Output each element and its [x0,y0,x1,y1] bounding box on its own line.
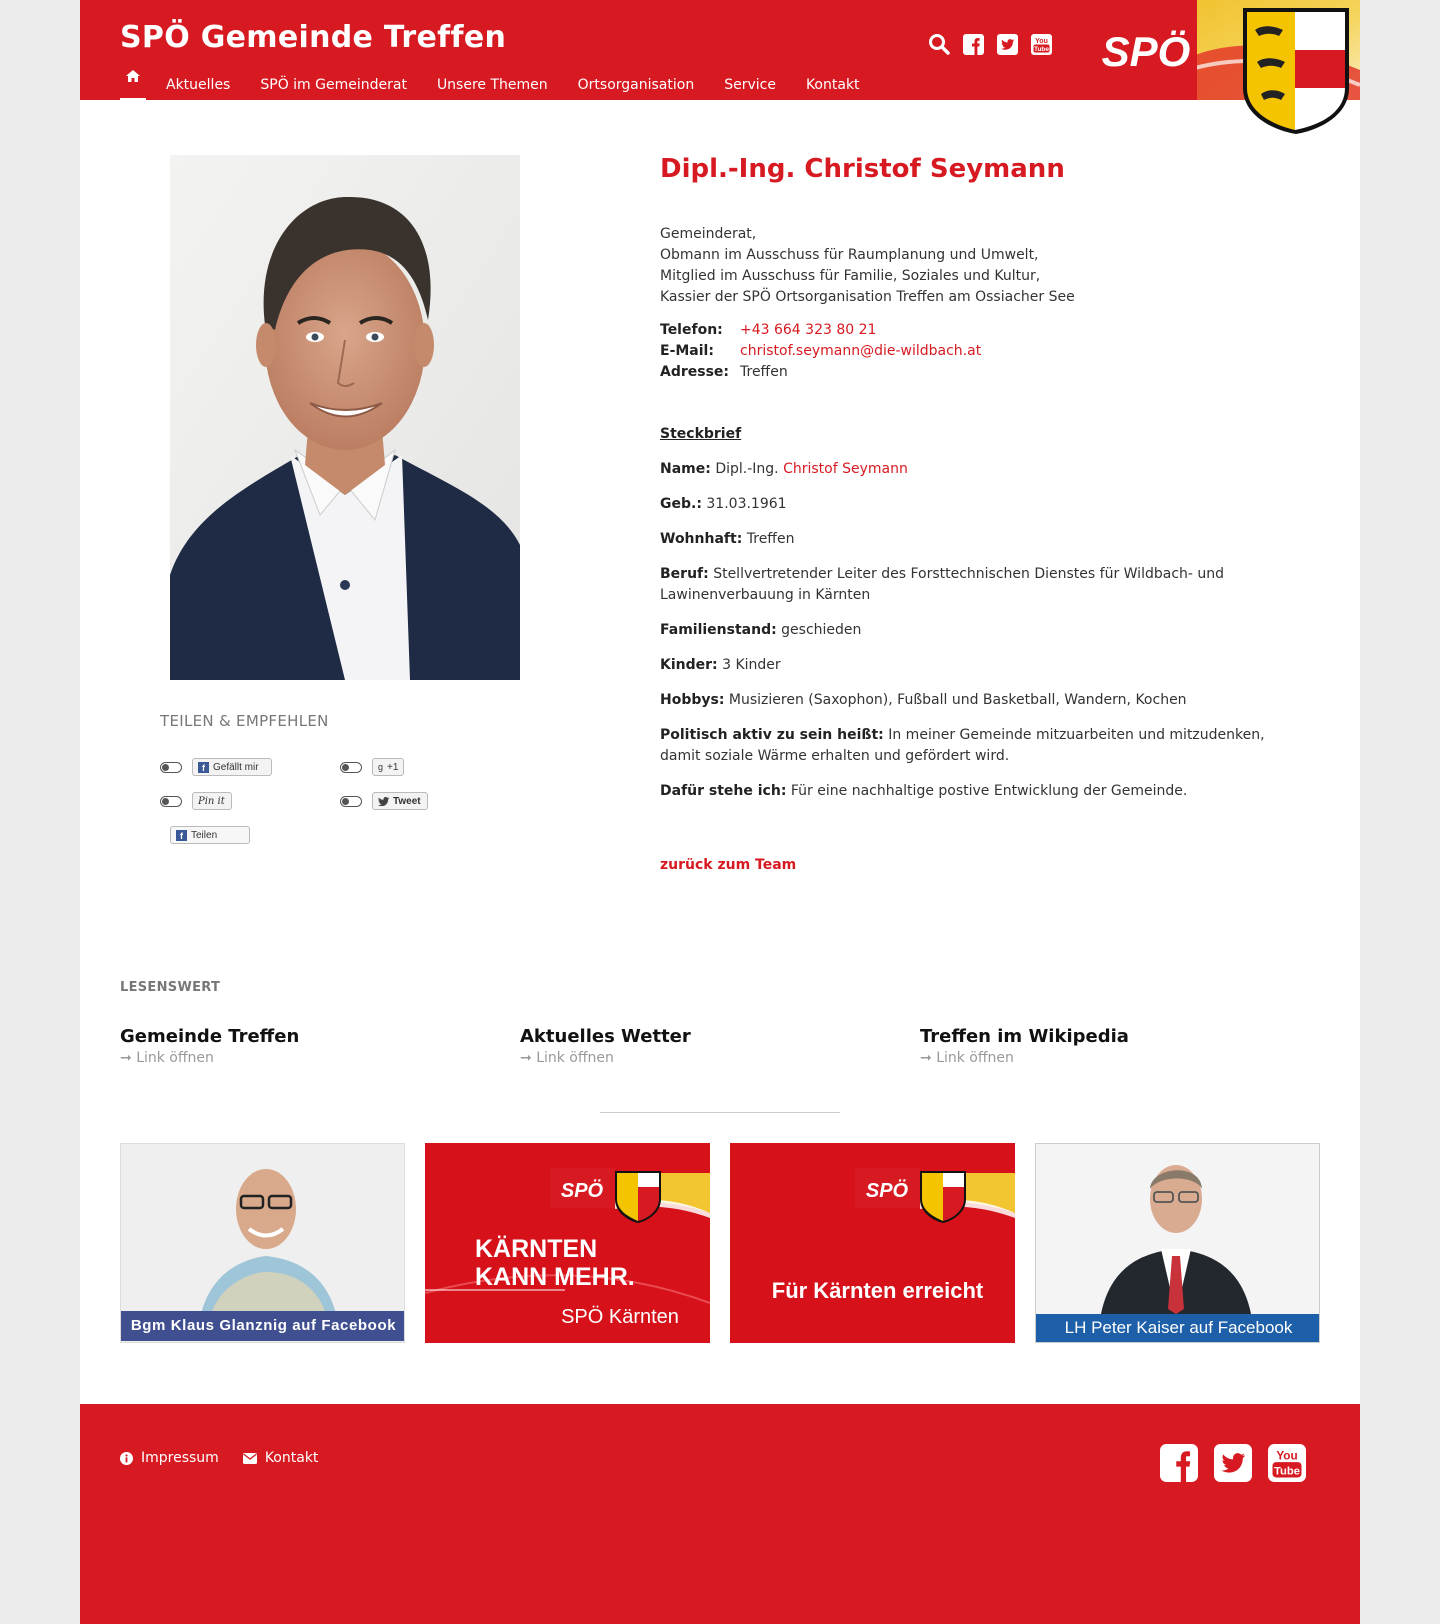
info-icon [120,1452,133,1465]
envelope-icon [243,1453,257,1464]
banner-kaernten-kann-mehr[interactable] [425,1143,710,1343]
page [80,0,1360,1624]
lesenswert-item-link[interactable]: ➞ Link öffnen [520,1050,614,1066]
lesenswert-title: LESENSWERT [120,980,221,995]
steckbrief-geb: Geb.: 31.03.1961 [660,496,787,512]
address-value: Treffen [740,364,788,380]
svg-text:SPÖ: SPÖ [560,1180,604,1202]
svg-text:You: You [1034,37,1048,45]
steckbrief-hobbys: Hobbys: Musizieren (Saxophon), Fußball und Basketball, Wandern, Kochen [660,692,1187,708]
site-footer [80,1404,1360,1624]
nav-gemeinderat[interactable]: SPÖ im Gemeinderat [260,77,407,93]
lesenswert-item-title[interactable]: Treffen im Wikipedia [920,1026,1129,1047]
steckbrief-dafuer: Dafür stehe ich: Für eine nachhaltige postive Entwicklung der Gemeinde. [660,783,1188,799]
share-toggle[interactable] [340,796,362,807]
share-toggle[interactable] [340,762,362,773]
banner-headline: KÄRNTEN KANN MEHR. [475,1235,635,1291]
nav-kontakt[interactable]: Kontakt [805,77,860,93]
banner-glanznig-facebook[interactable] [120,1143,405,1343]
lesenswert-item-title[interactable]: Aktuelles Wetter [520,1026,691,1047]
google-plusone-button[interactable]: g +1 [372,758,404,776]
steckbrief-name: Name: Dipl.-Ing. Christof Seymann [660,461,908,477]
person-roles [660,224,1075,308]
phone-label: Telefon: [660,322,723,338]
spoe-logo-text: SPÖ [1101,28,1191,75]
banner-headline: Für Kärnten erreicht [771,1278,984,1303]
youtube-icon[interactable] [1268,1444,1306,1482]
address-label: Adresse: [660,364,730,380]
role-line: Kassier der SPÖ Ortsorganisation Treffen am Ossiacher See [660,289,1075,305]
contact-info [660,320,981,383]
banner-subline: SPÖ Kärnten [561,1306,679,1328]
lesenswert-item-link[interactable]: ➞ Link öffnen [920,1050,1014,1066]
facebook-like-button[interactable]: f Gefällt mir [192,758,272,776]
twitter-icon[interactable] [996,33,1018,55]
header-icons [928,33,1052,55]
nav-themen[interactable]: Unsere Themen [436,77,548,93]
arrow-right-icon: ➞ [920,1050,932,1066]
facebook-mini-icon: f [176,830,187,841]
banner-caption: Bgm Klaus Glanznig auf Facebook [121,1311,405,1341]
nav-service[interactable]: Service [724,77,776,93]
pinterest-pinit-button[interactable]: Pin it [192,792,232,810]
tweet-button[interactable]: Tweet [372,792,428,810]
banner-kaiser-facebook[interactable] [1035,1143,1320,1343]
share-title: TEILEN & EMPFEHLEN [160,712,329,730]
arrow-right-icon: ➞ [520,1050,532,1066]
share-facebook-teilen-row [170,826,250,844]
footer-impressum-link[interactable]: Impressum [120,1450,219,1466]
site-title[interactable]: SPÖ Gemeinde Treffen [120,20,507,55]
email-link[interactable]: christof.seymann@die-wildbach.at [740,343,982,359]
phone-link[interactable]: +43 664 323 80 21 [740,322,877,338]
facebook-icon[interactable] [962,33,984,55]
facebook-mini-icon: f [198,762,209,773]
lesenswert-item-link[interactable]: ➞ Link öffnen [120,1050,214,1066]
svg-text:SPÖ: SPÖ [865,1180,909,1202]
role-line: Mitglied im Ausschuss für Familie, Soziales und Kultur, [660,268,1041,284]
email-label: E-Mail: [660,343,714,359]
footer-social-icons [1160,1444,1306,1482]
section-divider [600,1112,840,1113]
lesenswert-item[interactable] [920,1026,1129,1066]
portrait-photo [170,155,520,680]
lesenswert-item[interactable] [120,1026,299,1066]
role-line: Gemeinderat, [660,226,757,242]
main-nav [120,70,890,100]
site-header [80,0,1360,100]
footer-kontakt-link[interactable]: Kontakt [243,1450,319,1466]
footer-links [120,1450,342,1466]
share-pinterest-row [160,792,232,810]
nav-ortsorganisation[interactable]: Ortsorganisation [577,77,695,93]
steckbrief-beruf: Beruf: Stellvertretender Leiter des Forsttechnischen Dienstes für Wildbach- und Lawinenverbauung in Kärnten [660,566,1225,603]
steckbrief-wohnhaft: Wohnhaft: Treffen [660,531,795,547]
spoe-kaernten-logo[interactable] [1095,0,1360,135]
nav-home[interactable] [120,70,146,100]
lesenswert-item[interactable] [520,1026,691,1066]
twitter-mini-icon [378,797,389,806]
banner-logo-graphic [730,1143,1015,1343]
google-mini-icon: g [378,762,384,772]
share-facebook-like-row [160,758,272,776]
steckbrief [660,424,1270,816]
steckbrief-politisch: Politisch aktiv zu sein heißt: In meiner Gemeinde mitzuarbeiten und mitzudenken, damit soziale Wärme erhalten und gefördert wird. [660,727,1265,764]
search-icon[interactable] [928,33,950,55]
svg-text:You: You [1276,1449,1298,1463]
steckbrief-kinder: Kinder: 3 Kinder [660,657,781,673]
role-line: Obmann im Ausschuss für Raumplanung und Umwelt, [660,247,1039,263]
svg-text:Tube: Tube [1274,1465,1300,1478]
youtube-icon[interactable] [1030,33,1052,55]
lesenswert-item-title[interactable]: Gemeinde Treffen [120,1026,300,1047]
share-twitter-row [340,792,428,810]
svg-text:Tube: Tube [1033,45,1049,53]
home-icon [126,70,140,82]
person-name: Dipl.-Ing. Christof Seymann [660,154,1065,184]
banner-fuer-kaernten-erreicht[interactable] [730,1143,1015,1343]
facebook-icon[interactable] [1160,1444,1198,1482]
nav-aktuelles[interactable]: Aktuelles [166,77,231,93]
steckbrief-familienstand: Familienstand: geschieden [660,622,862,638]
share-toggle[interactable] [160,762,182,773]
facebook-share-button[interactable]: f Teilen [170,826,250,844]
name-link[interactable]: Christof Seymann [783,461,908,477]
arrow-right-icon: ➞ [120,1050,132,1066]
share-gplus-row [340,758,404,776]
twitter-icon[interactable] [1214,1444,1252,1482]
banner-caption: LH Peter Kaiser auf Facebook [1036,1314,1320,1342]
back-to-team-link[interactable]: zurück zum Team [660,857,797,873]
steckbrief-heading: Steckbrief [660,426,742,442]
share-toggle[interactable] [160,796,182,807]
